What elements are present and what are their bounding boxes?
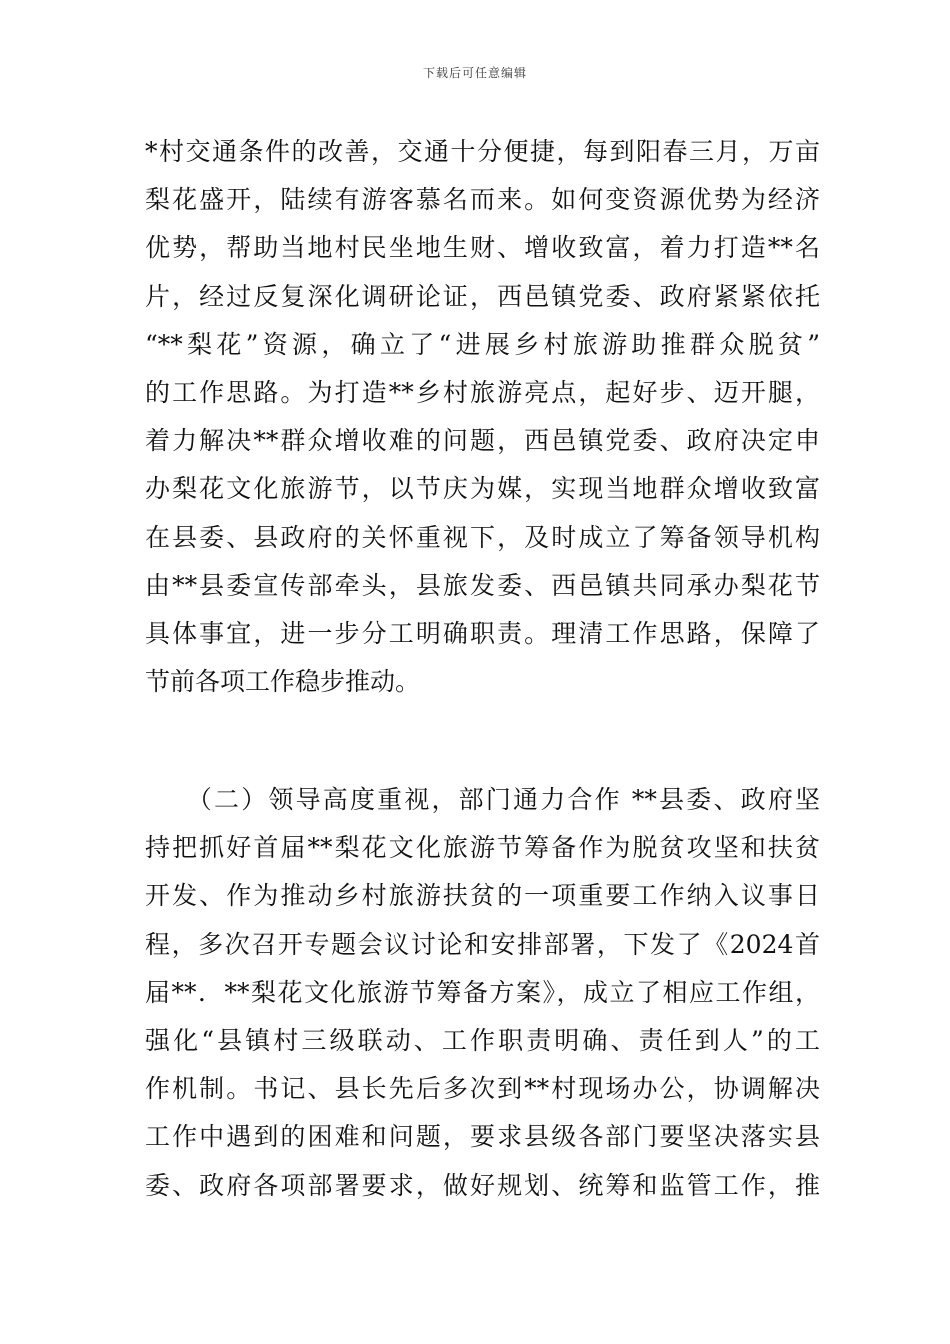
paragraph-line: 着力解决**群众增收难的问题，西邑镇党委、政府决定申 xyxy=(145,426,820,456)
paragraph-line: *村交通条件的改善，交通十分便捷，每到阳春三月，万亩 xyxy=(145,137,820,166)
paragraph-2 xyxy=(145,776,820,1210)
paragraph-line: 节前各项工作稳步推动。 xyxy=(145,667,421,697)
paragraph-line: 持把抓好首届**梨花文化旅游节筹备作为脱贫攻坚和扶贫 xyxy=(145,833,820,863)
paragraph-line: “**梨花”资源，确立了“进展乡村旅游助推群众脱贫” xyxy=(145,329,820,359)
paragraph-line: 办梨花文化旅游节，以节庆为媒，实现当地群众增收致富 xyxy=(145,474,820,504)
paragraph-line: 在县委、县政府的关怀重视下，及时成立了筹备领导机构 xyxy=(145,522,820,552)
paragraph-line: 的工作思路。为打造**乡村旅游亮点，起好步、迈开腿， xyxy=(145,377,820,407)
paragraph-line: （二）领导高度重视，部门通力合作 **县委、政府坚 xyxy=(145,785,820,814)
paragraph-line: 程，多次召开专题会议讨论和安排部署，下发了《2024首 xyxy=(145,929,820,959)
paragraph-line: 强化“县镇村三级联动、工作职责明确、责任到人”的工 xyxy=(145,1025,820,1055)
paragraph-line: 具体事宜，进一步分工明确职责。理清工作思路，保障了 xyxy=(145,618,820,648)
paragraph-line: 优势，帮助当地村民坐地生财、增收致富，着力打造**名 xyxy=(145,233,820,263)
paragraph-line: 开发、作为推动乡村旅游扶贫的一项重要工作纳入议事日 xyxy=(145,881,820,911)
paragraph-line: 届**．**梨花文化旅游节筹备方案》，成立了相应工作组， xyxy=(145,977,820,1007)
paragraph-line: 梨花盛开，陆续有游客慕名而来。如何变资源优势为经济 xyxy=(145,185,820,215)
paragraph-line: 工作中遇到的困难和问题，要求县级各部门要坚决落实县 xyxy=(145,1122,820,1152)
paragraph-line: 片，经过反复深化调研论证，西邑镇党委、政府紧紧依托 xyxy=(145,281,820,311)
paragraph-line: 委、政府各项部署要求，做好规划、统筹和监管工作，推 xyxy=(145,1170,820,1200)
paragraph-line: 作机制。书记、县长先后多次到**村现场办公，协调解决 xyxy=(145,1074,820,1104)
header-note: 下载后可任意编辑 xyxy=(422,66,527,80)
paragraph-1 xyxy=(145,128,820,706)
paragraph-line: 由**县委宣传部牵头，县旅发委、西邑镇共同承办梨花节 xyxy=(145,570,820,600)
